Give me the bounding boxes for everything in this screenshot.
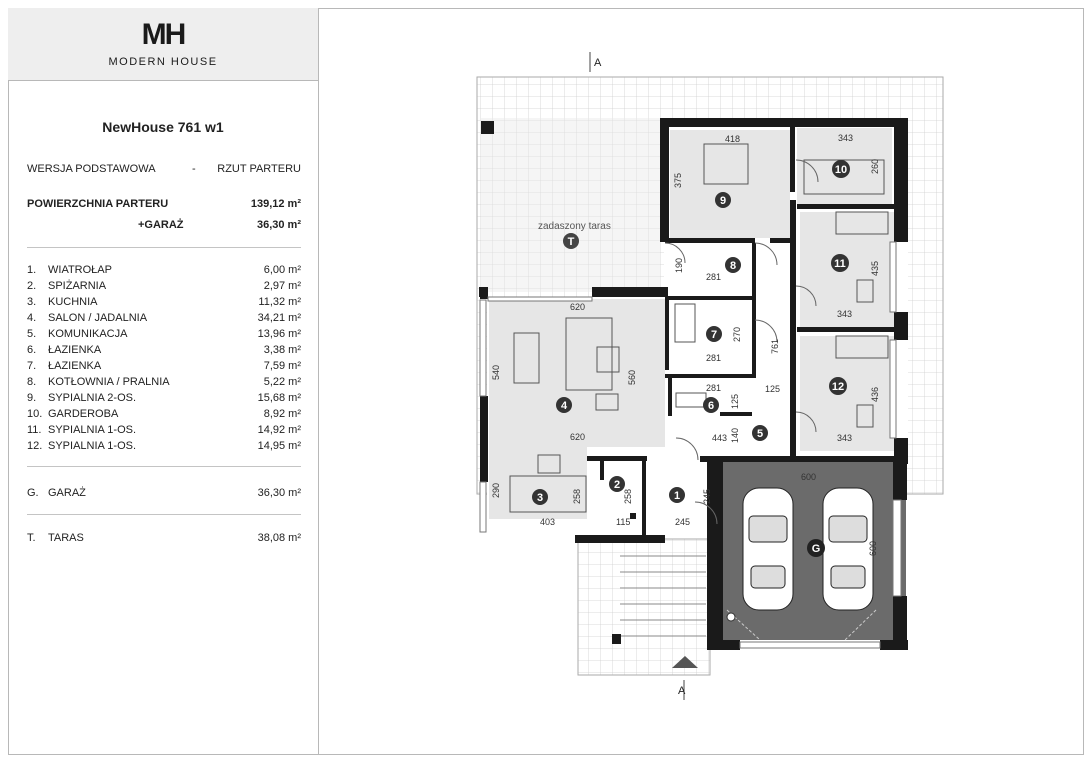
summary-value: 139,12 m² [250, 198, 301, 210]
room-num: 5. [27, 328, 37, 340]
room-area: 36,30 m² [257, 487, 301, 499]
room-area: 34,21 m² [257, 312, 301, 324]
section-mark: A [678, 685, 686, 697]
room-marker-9: 9 [719, 195, 727, 207]
room-area: 15,68 m² [257, 392, 301, 404]
room-marker-11: 11 [834, 258, 846, 270]
room-marker-5: 5 [756, 428, 764, 440]
dimension-label: 245 [702, 488, 712, 504]
dimension-label: 281 [706, 272, 722, 282]
room-name: SYPIALNIA 1-OS. [48, 424, 137, 436]
room-num: 3. [27, 296, 37, 308]
room-marker-8: 8 [729, 260, 737, 272]
room-num: 10. [27, 408, 43, 420]
room-name: KOTŁOWNIA / PRALNIA [48, 376, 170, 388]
brand-logo: MH [141, 18, 185, 51]
dimension-label: 270 [732, 326, 742, 342]
room-name: SPIŻARNIA [48, 280, 107, 292]
dimension-label: 290 [491, 482, 501, 498]
version-dash: - [192, 163, 196, 175]
room-area: 2,97 m² [263, 280, 301, 292]
room-name: TARAS [48, 532, 84, 544]
room-name: ŁAZIENKA [48, 344, 102, 356]
dimension-label: 190 [674, 257, 684, 273]
room-area: 3,38 m² [263, 344, 301, 356]
dimension-label: 620 [570, 432, 586, 442]
dimension-label: 761 [770, 338, 780, 354]
room-name: SYPIALNIA 1-OS. [48, 440, 137, 452]
room-marker-1: 1 [673, 490, 681, 502]
entrance-terrace [578, 539, 710, 675]
room-num: 8. [27, 376, 37, 388]
room-num: T. [27, 532, 36, 544]
dimension-label: 281 [706, 353, 722, 363]
dimension-label: 560 [627, 369, 637, 385]
room-area: 8,92 m² [263, 408, 301, 420]
pillar [481, 121, 494, 134]
summary-label: +GARAŻ [138, 219, 184, 231]
room-name: KOMUNIKACJA [48, 328, 128, 340]
room-area: 14,92 m² [257, 424, 301, 436]
terrace-label: zadaszony taras [538, 221, 611, 232]
project-title: NewHouse 761 w1 [102, 119, 224, 135]
dimension-label: 418 [725, 134, 741, 144]
room-marker-4: 4 [560, 400, 568, 412]
dimension-label: 115 [616, 517, 631, 527]
dimension-label: 281 [706, 383, 722, 393]
room-marker-10: 10 [834, 164, 848, 176]
room-area: 7,59 m² [263, 360, 301, 372]
dimension-label: 343 [837, 433, 853, 443]
plan-label: RZUT PARTERU [217, 163, 301, 175]
room-area: 5,22 m² [263, 376, 301, 388]
room-marker-6: 6 [707, 400, 715, 412]
dimension-label: 258 [572, 488, 582, 504]
room-area: 11,32 m² [258, 296, 301, 308]
dimension-label: 403 [540, 517, 556, 527]
dimension-label: 540 [491, 364, 501, 380]
dimension-label: 245 [675, 517, 691, 527]
dimension-label: 435 [870, 260, 880, 276]
dimension-label: 600 [868, 540, 878, 556]
room-name: SALON / JADALNIA [48, 312, 148, 324]
room-area: 13,96 m² [257, 328, 301, 340]
dimension-label: 260 [870, 158, 880, 174]
living-room-floor [489, 299, 665, 447]
dimension-label: 443 [712, 433, 728, 443]
dimension-label: 140 [730, 427, 740, 443]
version-label: WERSJA PODSTAWOWA [27, 163, 156, 175]
room-marker-3: 3 [536, 492, 544, 504]
summary-value: 36,30 m² [256, 219, 301, 231]
room-num: 6. [27, 344, 37, 356]
dimension-label: 620 [570, 302, 586, 312]
room-area: 38,08 m² [257, 532, 301, 544]
room-num: 7. [27, 360, 37, 372]
car-icon [823, 488, 873, 610]
brand-name: MODERN HOUSE [108, 56, 218, 68]
room-marker-terrace: T [567, 236, 575, 248]
room-name: GARDEROBA [48, 408, 119, 420]
room-num: 9. [27, 392, 37, 404]
room-num: 1. [27, 264, 37, 276]
car-icon [743, 488, 793, 610]
room-area: 6,00 m² [263, 264, 301, 276]
dimension-label: 125 [730, 393, 740, 409]
dimension-label: 375 [673, 172, 683, 188]
room-marker-12: 12 [831, 381, 845, 393]
room-name: ŁAZIENKA [48, 360, 102, 372]
room-name: GARAŻ [48, 487, 86, 499]
room-marker-garage: G [811, 543, 821, 555]
room-num: 12. [27, 440, 43, 452]
dimension-label: 343 [837, 309, 853, 319]
room-name: KUCHNIA [48, 296, 98, 308]
dimension-label: 125 [765, 384, 781, 394]
dimension-label: 600 [801, 472, 817, 482]
room-num: 2. [27, 280, 37, 292]
room-marker-7: 7 [710, 329, 718, 341]
room-name: WIATROŁAP [48, 264, 112, 276]
room-num: G. [27, 487, 39, 499]
summary-label: POWIERZCHNIA PARTERU [27, 198, 169, 210]
room-marker-2: 2 [613, 479, 621, 491]
section-mark: A [594, 57, 602, 69]
dimension-label: 258 [623, 488, 633, 504]
room-name: SYPIALNIA 2-OS. [48, 392, 137, 404]
room-num: 11. [27, 424, 42, 436]
room-area: 14,95 m² [257, 440, 301, 452]
dimension-label: 436 [870, 386, 880, 402]
room-num: 4. [27, 312, 37, 324]
dimension-label: 343 [838, 133, 854, 143]
